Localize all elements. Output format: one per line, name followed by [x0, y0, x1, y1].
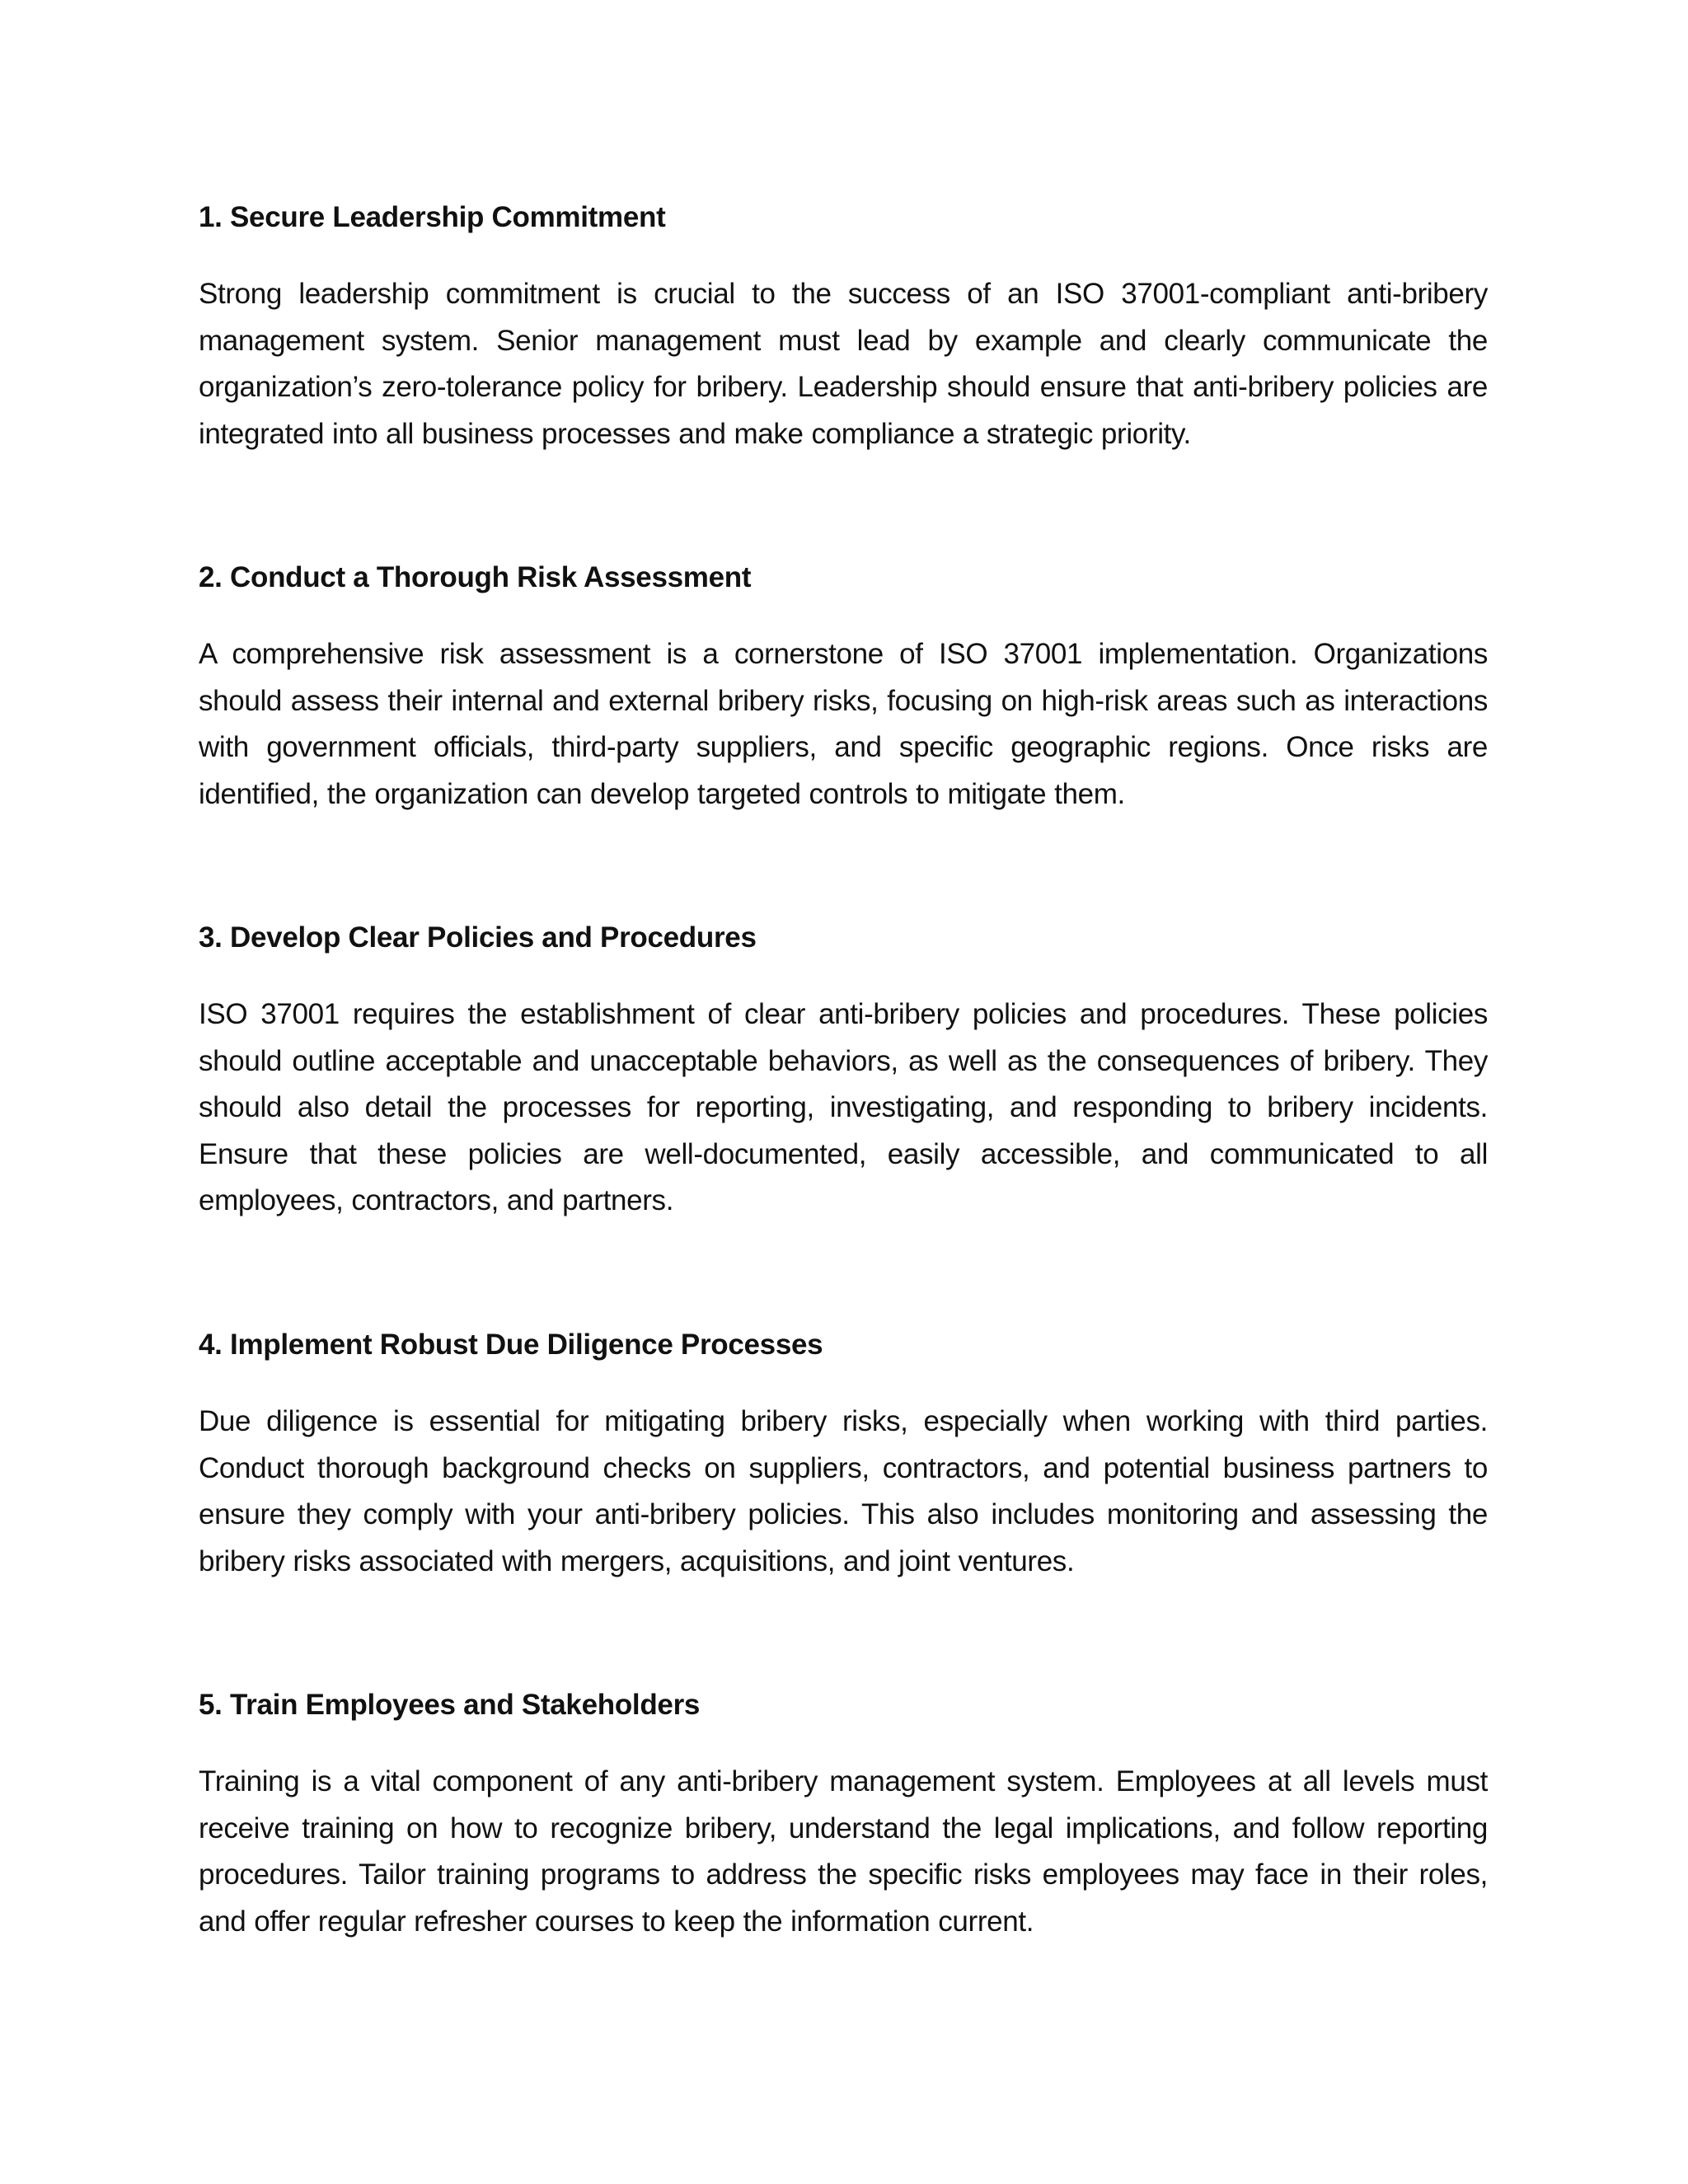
- section-heading: 2. Conduct a Thorough Risk Assessment: [199, 561, 752, 593]
- section-due-diligence: [199, 1326, 1488, 1585]
- section-paragraph: ISO 37001 requires the establishment of clear anti-bribery policies and procedures. These policies should outline acceptable and unacceptable behaviors, as well as the consequences of bribery. They should also detail the processes for reporting, investigating, and responding to bribery incidents. Ensure that these policies are well-documented, easily accessible, and communicated to all employees, contractors, and partners.: [199, 998, 1488, 1216]
- section-risk-assessment: [199, 559, 1488, 818]
- section-heading: 5. Train Employees and Stakeholders: [199, 1689, 701, 1721]
- section-paragraph: Due diligence is essential for mitigating bribery risks, especially when working with third parties. Conduct thorough background checks on suppliers, contractors, and potential business partners to ensure they comply with your anti-bribery policies. This also includes monitoring and assessing the bribery risks associated with mergers, acquisitions, and joint ventures.: [199, 1405, 1488, 1577]
- section-heading: 4. Implement Robust Due Diligence Processes: [199, 1329, 823, 1361]
- section-paragraph: Strong leadership commitment is crucial to the success of an ISO 37001-compliant anti-bribery management system. Senior management must lead by example and clearly communicate the organization’s zero-tolerance policy for bribery. Leadership should ensure that anti-bribery policies are integrated into all business processes and make compliance a strategic priority.: [199, 278, 1488, 450]
- section-heading: 1. Secure Leadership Commitment: [199, 201, 666, 233]
- section-policies-procedures: [199, 919, 1488, 1225]
- section-paragraph: A comprehensive risk assessment is a cornerstone of ISO 37001 implementation. Organizations should assess their internal and external bribery risks, focusing on high-risk areas such as interactions with government officials, third-party suppliers, and specific geographic regions. Once risks are identified, the organization can develop targeted controls to mitigate them.: [199, 638, 1488, 810]
- section-leadership-commitment: [199, 199, 1488, 457]
- section-heading: 3. Develop Clear Policies and Procedures: [199, 921, 757, 954]
- section-paragraph: Training is a vital component of any anti-bribery management system. Employees at all levels must receive training on how to recognize bribery, understand the legal implications, and follow reporting procedures. Tailor training programs to address the specific risks employees may face in their roles, and offer regular refresher courses to keep the information current.: [199, 1765, 1488, 1938]
- section-training: [199, 1686, 1488, 1945]
